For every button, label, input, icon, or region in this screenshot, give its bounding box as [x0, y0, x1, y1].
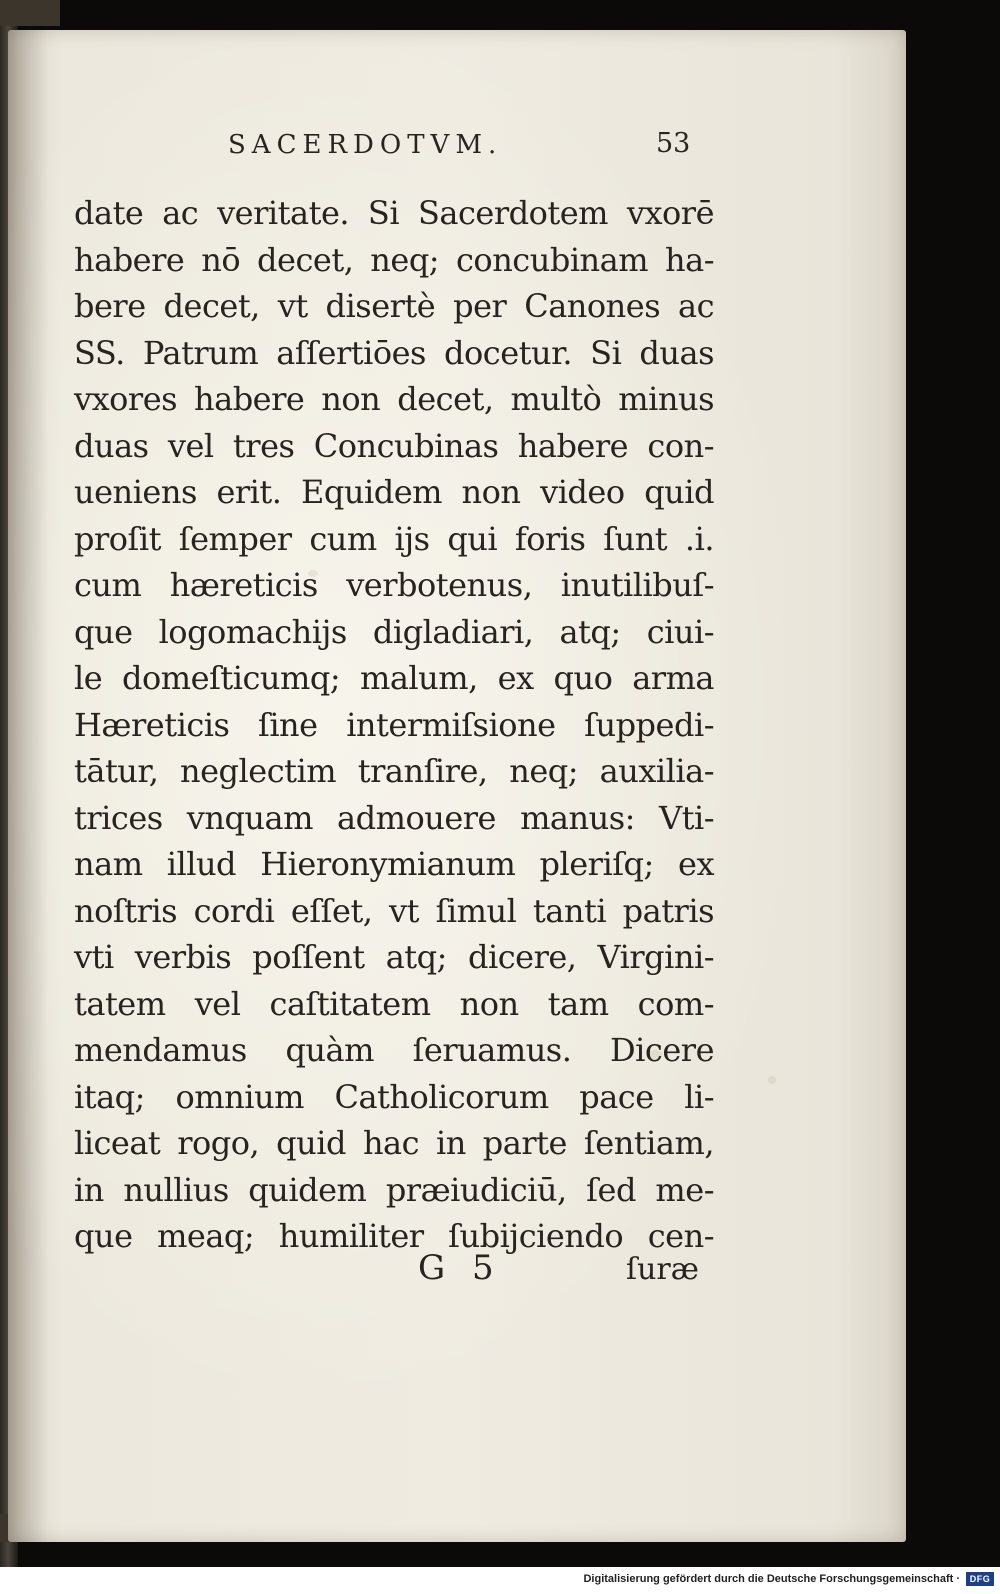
dfg-logo-icon: DFG	[966, 1572, 994, 1586]
text-line: SS. Patrum aſſertiōes docetur. Si duas	[74, 333, 714, 372]
text-line: que meaq; humiliter ſubijciendo cen-	[74, 1217, 714, 1255]
running-head: SACERDOTVM.	[228, 130, 503, 160]
text-line: tātur, neglectim tranſire, neq; auxilia-	[74, 752, 714, 790]
spine-shadow	[8, 30, 48, 1542]
signature-mark: G 5	[418, 1248, 502, 1288]
text-line: proſit ſemper cum ijs qui foris ſunt .i.	[74, 519, 714, 558]
credit-bar	[0, 1567, 1000, 1594]
text-line: le domeſticumq; malum, ex quo arma	[74, 659, 714, 697]
text-line: bere decet, vt disertè per Canones ac	[74, 287, 714, 325]
text-line: que logomachijs digladiari, atq; ciui-	[74, 612, 714, 651]
text-line: mendamus quàm ſeruamus. Dicere	[74, 1031, 714, 1069]
text-line: noſtris cordi eſſet, vt ſimul tanti patris	[74, 891, 714, 930]
text-line: trices vnquam admouere manus: Vti-	[74, 798, 714, 837]
page-number: 53	[656, 128, 691, 159]
text-line: ueniens erit. Equidem non video quid	[74, 473, 714, 511]
foxing-spot	[768, 1076, 776, 1084]
text-line: in nullius quidem præiudiciū, ſed me-	[74, 1170, 714, 1209]
page-header	[8, 130, 906, 170]
text-line: vti verbis poſſent atq; dicere, Virgini-	[74, 938, 714, 976]
text-line: itaq; omnium Catholicorum pace li-	[74, 1077, 714, 1116]
text-line: habere nō decet, neq; concubinam ha-	[74, 240, 714, 279]
text-line: Hæreticis ſine intermiſsione ſuppedi-	[74, 705, 714, 744]
text-line: date ac veritate. Si Sacerdotem vxorē	[74, 194, 714, 232]
text-line: nam illud Hieronymianum pleriſq; ex	[74, 845, 714, 883]
text-line: tatem vel caſtitatem non tam com-	[74, 984, 714, 1023]
text-line: liceat rogo, quid hac in parte ſentiam,	[74, 1124, 714, 1162]
text-line: vxores habere non decet, multò minus	[74, 380, 714, 418]
text-line: cum hæreticis verbotenus, inutilibuſ-	[74, 566, 714, 604]
catchword: ſuræ	[626, 1252, 699, 1287]
text-line: duas vel tres Concubinas habere con-	[74, 426, 714, 465]
funding-credit: Digitalisierung gefördert durch die Deutsche Forschungsgemeinschaft ·	[583, 1573, 960, 1585]
body-text	[74, 190, 714, 1260]
binding-mark-top	[0, 0, 60, 26]
page-footer	[8, 1248, 906, 1298]
book-page	[8, 30, 906, 1542]
